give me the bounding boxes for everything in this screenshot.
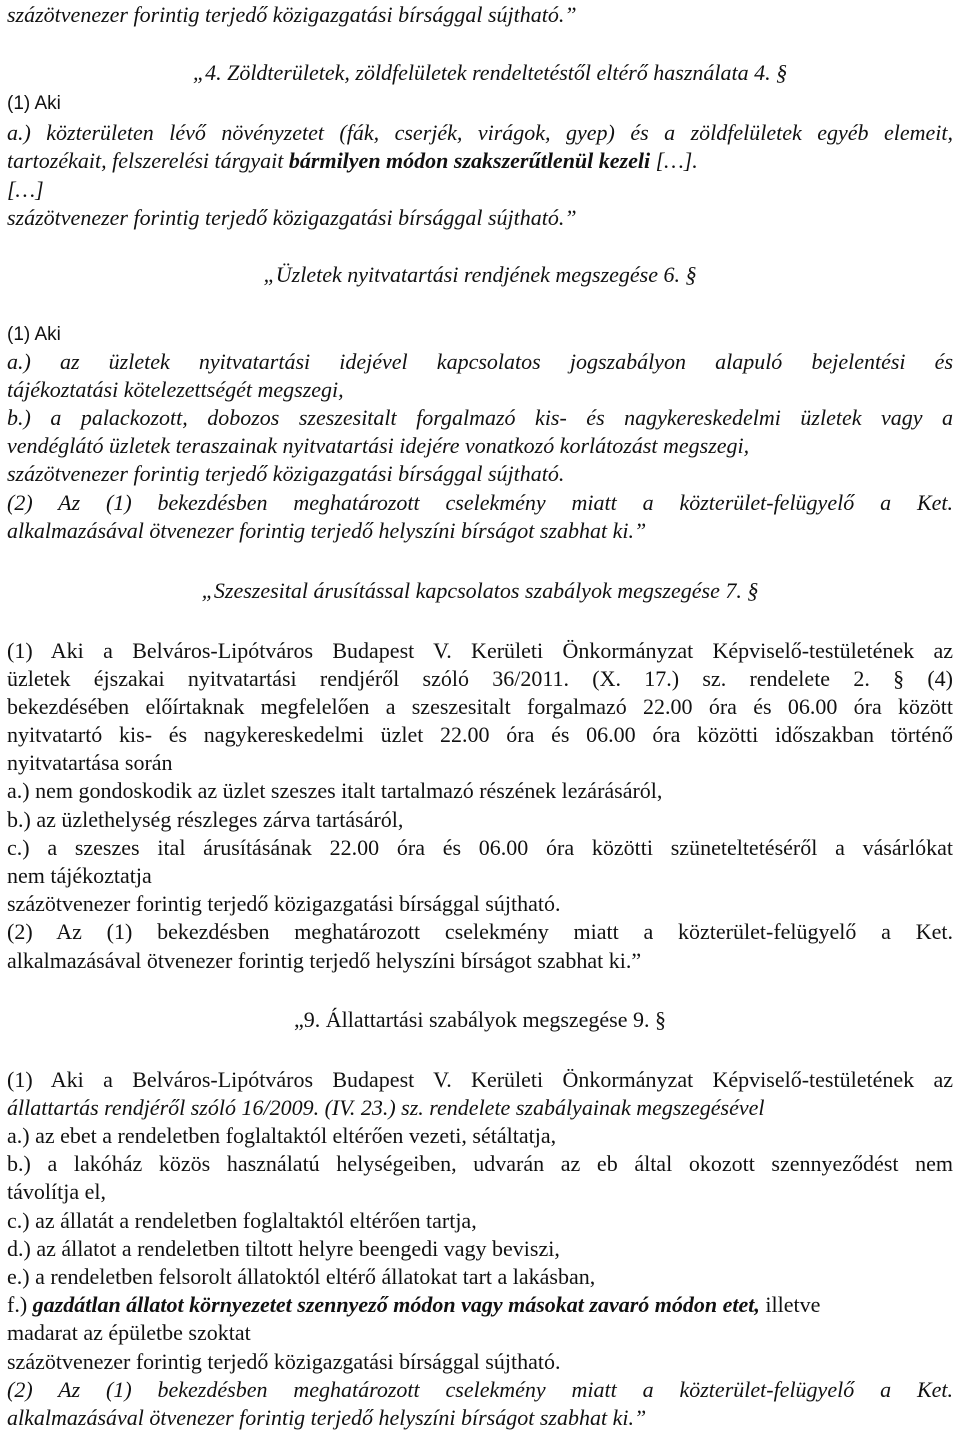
text-line: (2) Az (1) bekezdésben meghatározott cselekmény miatt a közterület-felügyelő a Ket. bbox=[7, 1377, 953, 1402]
paragraph-number: (1) Aki bbox=[7, 93, 61, 114]
text-line: alkalmazásával ötvenezer forintig terjedő helyszíni bírságot szabhat ki.” bbox=[7, 518, 647, 543]
text-line: bekezdésében előírtaknak megfelelően a szeszesitalt forgalmazó 22.00 óra és 06.00 óra között bbox=[7, 694, 953, 719]
text-line: b.) a palackozott, dobozos szeszesitalt forgalmazó kis- és nagykereskedelmi üzletek vagy a bbox=[7, 405, 953, 430]
fine-line: százötvenezer forintig terjedő közigazgatási bírsággal sújtható. bbox=[7, 461, 565, 486]
list-item: b.) az üzlethelység részleges zárva tartásáról, bbox=[7, 807, 404, 832]
text-line: (1) Aki a Belváros-Lipótváros Budapest V. Kerületi Önkormányzat Képviselő-testületének az bbox=[7, 638, 953, 663]
text-line: nyitvatartása során bbox=[7, 750, 173, 775]
text-line: alkalmazásával ötvenezer forintig terjedő helyszíni bírságot szabhat ki.” bbox=[7, 1405, 647, 1430]
fine-line: százötvenezer forintig terjedő közigazgatási bírsággal sújtható. bbox=[7, 891, 561, 916]
text-line: a.) az üzletek nyitvatartási idejével kapcsolatos jogszabályon alapuló bejelentési és bbox=[7, 349, 953, 374]
text-line: (1) Aki a Belváros-Lipótváros Budapest V. Kerületi Önkormányzat Képviselő-testületének az bbox=[7, 1067, 953, 1092]
list-item: f.) gazdátlan állatot környezetet szennyező módon vagy másokat zavaró módon etet, illetve bbox=[7, 1292, 821, 1317]
emphasis-text: gazdátlan állatot környezetet szennyező módon vagy másokat zavaró módon etet, bbox=[32, 1292, 760, 1317]
text-line: alkalmazásával ötvenezer forintig terjedő helyszíni bírságot szabhat ki.” bbox=[7, 948, 642, 973]
paragraph-number: (1) Aki bbox=[7, 324, 61, 345]
text-line: nyitvatartó kis- és nagykereskedelmi üzlet 22.00 óra és 06.00 óra közötti időszakban történő bbox=[7, 722, 953, 747]
text-line: tartozékait, felszerelési tárgyait bármilyen módon szakszerűtlenül kezeli […]. bbox=[7, 148, 698, 173]
fine-line: százötvenezer forintig terjedő közigazgatási bírsággal sújtható.” bbox=[7, 2, 577, 27]
text-line: üzletek éjszakai nyitvatartási rendjéről szóló 36/2011. (X. 17.) sz. rendelete 2. § (4) bbox=[7, 666, 953, 691]
list-item: a.) az ebet a rendeletben foglaltaktól eltérően vezeti, sétáltatja, bbox=[7, 1123, 557, 1148]
text-line: (2) Az (1) bekezdésben meghatározott cselekmény miatt a közterület-felügyelő a Ket. bbox=[7, 919, 953, 944]
text-line: a.) közterületen lévő növényzetet (fák, cserjék, virágok, gyep) és a zöldfelületek egyéb elemeit, bbox=[7, 120, 953, 145]
list-item: c.) a szeszes ital árusításának 22.00 óra és 06.00 óra közötti szüneteltetéséről a vásárlókat bbox=[7, 835, 953, 860]
list-item: b.) a lakóház közös használatú helységeiben, udvarán az eb által okozott szennyeződést nem bbox=[7, 1151, 953, 1176]
section-heading-uzletek: „Üzletek nyitvatartási rendjének megszegése 6. § bbox=[263, 262, 697, 287]
list-item: a.) nem gondoskodik az üzlet szeszes italt tartalmazó részének lezárásáról, bbox=[7, 778, 663, 803]
section-heading-zoldteruletek: „4. Zöldterületek, zöldfelületek rendeltetéstől eltérő használata 4. § bbox=[192, 60, 788, 85]
section-heading-allattartas: „9. Állattartási szabályok megszegése 9. § bbox=[293, 1007, 667, 1032]
text-line: vendéglátó üzletek teraszainak nyitvatartási idejére vonatkozó korlátozást megszegi, bbox=[7, 433, 750, 458]
text-line: nem tájékoztatja bbox=[7, 863, 152, 888]
emphasis-text: bármilyen módon szakszerűtlenül kezeli bbox=[288, 148, 651, 173]
list-item: d.) az állatot a rendeletben tiltott helyre beengedi vagy beviszi, bbox=[7, 1236, 560, 1261]
text-line: madarat az épületbe szoktat bbox=[7, 1320, 251, 1345]
text-line: (2) Az (1) bekezdésben meghatározott cselekmény miatt a közterület-felügyelő a Ket. bbox=[7, 490, 953, 515]
fine-line: százötvenezer forintig terjedő közigazgatási bírsággal sújtható. bbox=[7, 1349, 561, 1374]
text-line: távolítja el, bbox=[7, 1179, 106, 1204]
omission-marker: […] bbox=[7, 177, 44, 202]
list-item: e.) a rendeletben felsorolt állatoktól eltérő állatokat tart a lakásban, bbox=[7, 1264, 596, 1289]
text-line: állattartás rendjéről szóló 16/2009. (IV. 23.) sz. rendelete szabályainak megszegésével bbox=[7, 1095, 765, 1120]
section-heading-szeszesital: „Szeszesital árusítással kapcsolatos szabályok megszegése 7. § bbox=[201, 578, 759, 603]
list-item: c.) az állatát a rendeletben foglaltaktól eltérően tartja, bbox=[7, 1208, 477, 1233]
fine-line: százötvenezer forintig terjedő közigazgatási bírsággal sújtható.” bbox=[7, 205, 577, 230]
text-line: tájékoztatási kötelezettségét megszegi, bbox=[7, 377, 344, 402]
